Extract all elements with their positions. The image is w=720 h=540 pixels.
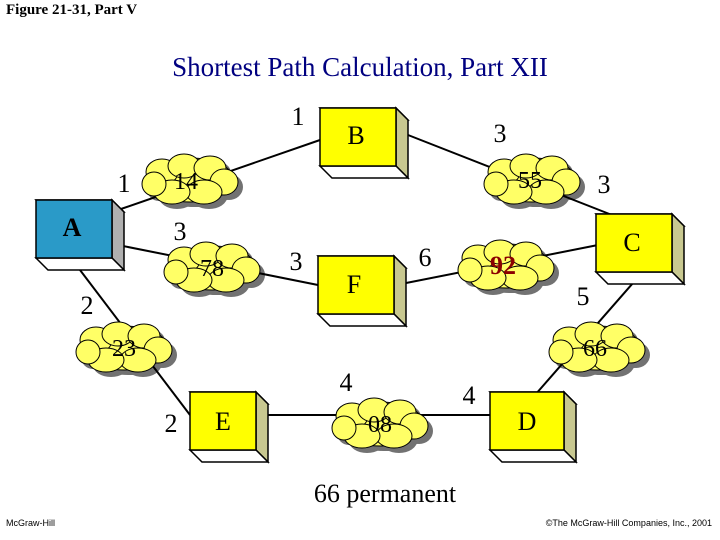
cost-b-c-near-c: 3 (597, 170, 611, 199)
node-d (490, 392, 576, 462)
node-label-d: D (517, 407, 537, 436)
cost-a-b-1: 1 (291, 102, 305, 131)
node-label-a: A (62, 213, 82, 242)
slide-title: Shortest Path Calculation, Part XII (172, 52, 548, 82)
node-label-c: C (623, 228, 641, 257)
node-f (318, 256, 406, 326)
cloud-value-14: 14 (174, 169, 198, 195)
node-a (36, 200, 124, 270)
cloud-66 (549, 322, 650, 377)
cost-e-d: 4 (339, 368, 353, 397)
cloud-value-78: 78 (200, 256, 224, 282)
footer-publisher: McGraw-Hill (6, 518, 55, 528)
cloud-23 (76, 322, 177, 377)
cloud-value-08: 08 (368, 412, 392, 438)
cloud-value-55: 55 (518, 168, 542, 194)
cloud-value-23: 23 (112, 336, 136, 362)
node-label-e: E (215, 407, 231, 436)
cloud-value-92: 92 (490, 251, 516, 280)
cost-c-d: 5 (576, 282, 590, 311)
cost-a-e: 2 (80, 291, 94, 320)
cost-a-f: 3 (173, 217, 187, 246)
node-label-f: F (346, 270, 362, 299)
cost-b-c: 3 (493, 119, 507, 148)
cost-a-e-near-e: 2 (164, 409, 178, 438)
node-c (596, 214, 684, 284)
node-e (190, 392, 268, 462)
cost-e-d-near-d: 4 (462, 381, 476, 410)
cloud-14 (142, 154, 243, 209)
node-b (320, 108, 408, 178)
footer-copyright: ©The McGraw-Hill Companies, Inc., 2001 (545, 518, 712, 528)
cost-a-b-near-a: 1 (117, 169, 131, 198)
cloud-78 (164, 242, 265, 297)
cloud-92 (458, 240, 559, 295)
node-label-b: B (347, 121, 365, 150)
figure-label: Figure 21-31, Part V (6, 2, 138, 18)
cost-a-f-near-f: 3 (289, 247, 303, 276)
cloud-08 (332, 398, 433, 453)
cloud-value-66: 66 (583, 336, 607, 362)
cost-f-c: 6 (418, 243, 432, 272)
cloud-55 (484, 154, 585, 209)
status-text: 66 permanent (313, 479, 457, 508)
